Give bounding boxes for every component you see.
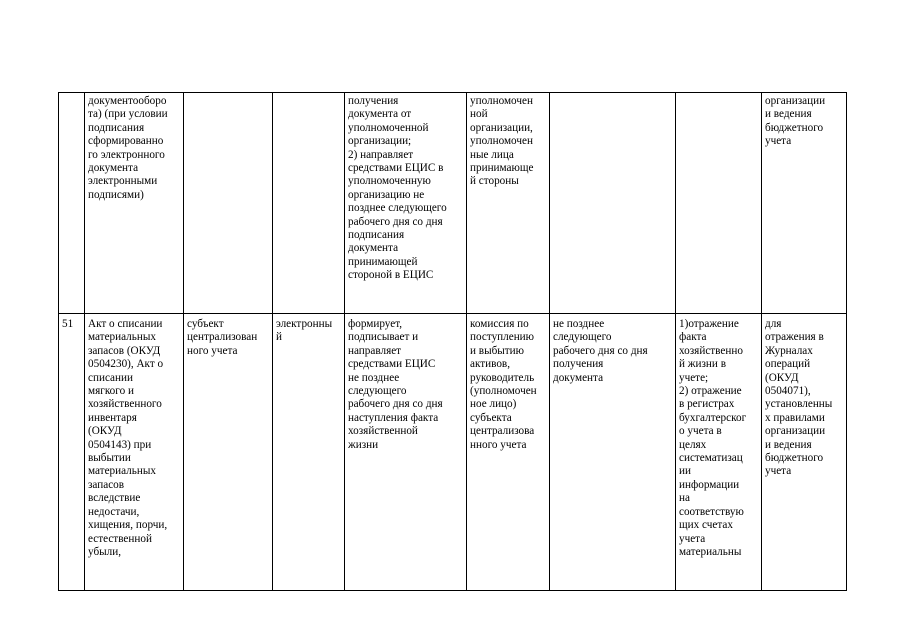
deadline-cell bbox=[550, 93, 676, 314]
responsible-subject-cell: субъект централизован ного учета bbox=[184, 314, 273, 591]
usage-cell: организации и ведения бюджетного учета bbox=[762, 93, 847, 314]
signers-cell: уполномочен ной организации, уполномочен ные лица принимающе й стороны bbox=[467, 93, 550, 314]
usage-cell: для отражения в Журналах операций (ОКУД 0504071), установленны х правилами организации и ведения бюджетного учета bbox=[762, 314, 847, 591]
document-table bbox=[58, 92, 847, 591]
table-row bbox=[59, 314, 847, 591]
document-form-cell: электронны й bbox=[273, 314, 345, 591]
row-number bbox=[59, 93, 85, 314]
responsible-subject-cell bbox=[184, 93, 273, 314]
purpose-cell: 1)отражение факта хозяйственно й жизни в учете; 2) отражение в регистрах бухгалтерског о учета в целях систематизац ии информации на соответствую щих счетах учета материальны bbox=[676, 314, 762, 591]
procedure-cell: формирует, подписывает и направляет средствами ЕЦИС не позднее следующего рабочего дня со дня наступления факта хозяйственной жизни bbox=[345, 314, 467, 591]
document-name-cell: документооборо та) (при условии подписания сформированно го электронного документа электронными подписями) bbox=[85, 93, 184, 314]
deadline-cell: не позднее следующего рабочего дня со дня получения документа bbox=[550, 314, 676, 591]
document-name-cell: Акт о списании материальных запасов (ОКУД 0504230), Акт о списании мягкого и хозяйственного инвентаря (ОКУД 0504143) при выбытии материальных запасов вследствие недостачи, хищения, порчи, естественной убыли, bbox=[85, 314, 184, 591]
purpose-cell bbox=[676, 93, 762, 314]
document-form-cell bbox=[273, 93, 345, 314]
row-number: 51 bbox=[59, 314, 85, 591]
signers-cell: комиссия по поступлению и выбытию активов, руководитель (уполномочен ное лицо) субъекта централизова нного учета bbox=[467, 314, 550, 591]
procedure-cell: получения документа от уполномоченной организации; 2) направляет средствами ЕЦИС в уполномоченную организацию не позднее следующего рабочего дня со дня подписания документа принимающей стороной в ЕЦИС bbox=[345, 93, 467, 314]
table-row bbox=[59, 93, 847, 314]
